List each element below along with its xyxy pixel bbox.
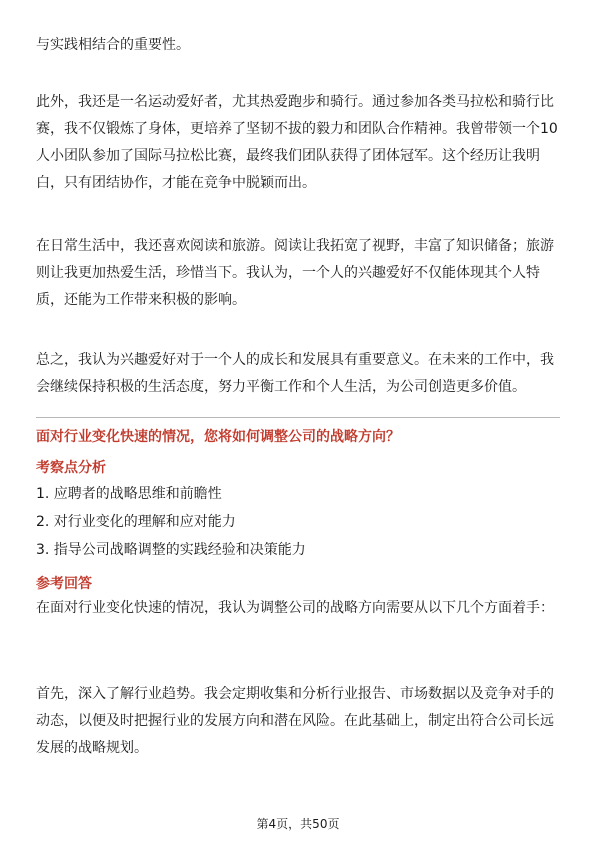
section-divider [36, 417, 560, 418]
paragraph-conclusion: 总之，我认为兴趣爱好对于一个人的成长和发展具有重要意义。在未来的工作中，我会继续保持积极的生活态度，努力平衡工作和个人生活，为公司创造更多价值。 [36, 352, 554, 395]
analysis-item: 1. 应聘者的战略思维和前瞻性 [36, 486, 222, 502]
paragraph-reading-travel: 在日常生活中，我还喜欢阅读和旅游。阅读让我拓宽了视野，丰富了知识储备；旅游则让我更加热爱生活，珍惜当下。我认为，一个人的兴趣爱好不仅能体现其个人特质，还能为工作带来积极的影响。 [36, 238, 554, 308]
analysis-item: 3. 指导公司战略调整的实践经验和决策能力 [36, 542, 306, 558]
reference-paragraph-first: 首先，深入了解行业趋势。我会定期收集和分析行业报告、市场数据以及竞争对手的动态，以便及时把握行业的发展方向和潜在风险。在此基础上，制定出符合公司长远发展的战略规划。 [36, 686, 554, 756]
document-page [36, 0, 560, 842]
reference-heading: 参考回答 [36, 576, 92, 592]
paragraph-intro-tail: 与实践相结合的重要性。 [36, 37, 190, 53]
paragraph-sports: 此外，我还是一名运动爱好者，尤其热爱跑步和骑行。通过参加各类马拉松和骑行比赛，我不仅锻炼了身体，更培养了坚韧不拔的毅力和团队合作精神。我曾带领一个10人小团队参加了国际马拉松比赛，最终我们团队获得了团体冠军。这个经历让我明白，只有团结协作，才能在竞争中脱颖而出。 [36, 94, 558, 191]
page-footer: 第4页，共50页 [256, 817, 340, 831]
reference-paragraph-intro: 在面对行业变化快速的情况，我认为调整公司的战略方向需要从以下几个方面着手： [36, 600, 554, 616]
analysis-item: 2. 对行业变化的理解和应对能力 [36, 514, 236, 530]
analysis-heading: 考察点分析 [36, 460, 106, 476]
interview-question: 面对行业变化快速的情况，您将如何调整公司的战略方向？ [36, 429, 400, 445]
